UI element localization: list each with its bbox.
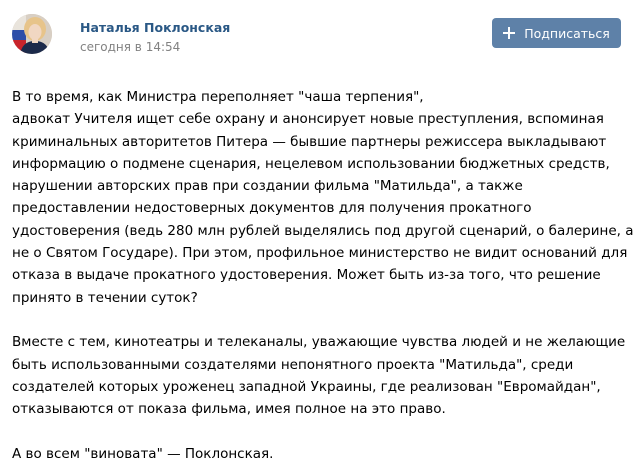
post-timestamp[interactable]: сегодня в 14:54 xyxy=(80,40,181,54)
post-text-line: удостоверения (ведь 280 млн рублей выделялись под другой сценарий, о балерине, а xyxy=(12,222,634,239)
post-text xyxy=(12,86,632,465)
post-text-line: криминальных авторитетов Питера — бывшие партнеры режиссера выкладывают xyxy=(12,133,607,150)
post-text-line: Вместе с тем, кинотеатры и телеканалы, уважающие чувства людей и не желающие xyxy=(12,334,626,351)
post-text-line: адвокат Учителя ищет себе охрану и анонсирует новые преступления, вспоминая xyxy=(12,111,604,128)
post-text-line: не о Святом Государе). При этом, профильное министерство не видит оснований для xyxy=(12,245,628,262)
post-text-line: создателей которых уроженец западной Украины, где реализован "Евромайдан", xyxy=(12,378,601,395)
subscribe-button[interactable] xyxy=(492,18,621,48)
post-text-line: информацию о подмене сценария, нецелевом использовании бюджетных средств, xyxy=(12,155,610,172)
plus-icon xyxy=(503,27,515,39)
post-text-line: отказываются от показа фильма, имея полное на это право. xyxy=(12,401,446,418)
post-text-line: отказа в выдаче прокатного удостоверения. Может быть из-за того, что решение xyxy=(12,267,601,284)
avatar-image xyxy=(12,14,52,54)
post-text-line: нарушении авторских прав при создании фильма "Матильда", а также xyxy=(12,178,523,195)
post-header xyxy=(0,0,644,70)
paragraph-gap xyxy=(12,309,632,331)
post-text-line: предоставлении недостоверных документов для получения прокатного xyxy=(12,200,532,217)
post-text-line: принято в течении суток? xyxy=(12,289,198,306)
subscribe-label: Подписаться xyxy=(524,25,610,41)
post-text-line: В то время, как Министра переполняет "чаша терпения", xyxy=(12,89,424,105)
avatar[interactable] xyxy=(12,14,52,54)
paragraph-gap xyxy=(12,420,632,442)
post-text-line: А во всем "виновата" — Поклонская. xyxy=(12,445,274,462)
author-name-link[interactable]: Наталья Поклонская xyxy=(80,20,231,35)
post-text-line: быть использованными создателями непонятного проекта "Матильда", среди xyxy=(12,356,574,373)
